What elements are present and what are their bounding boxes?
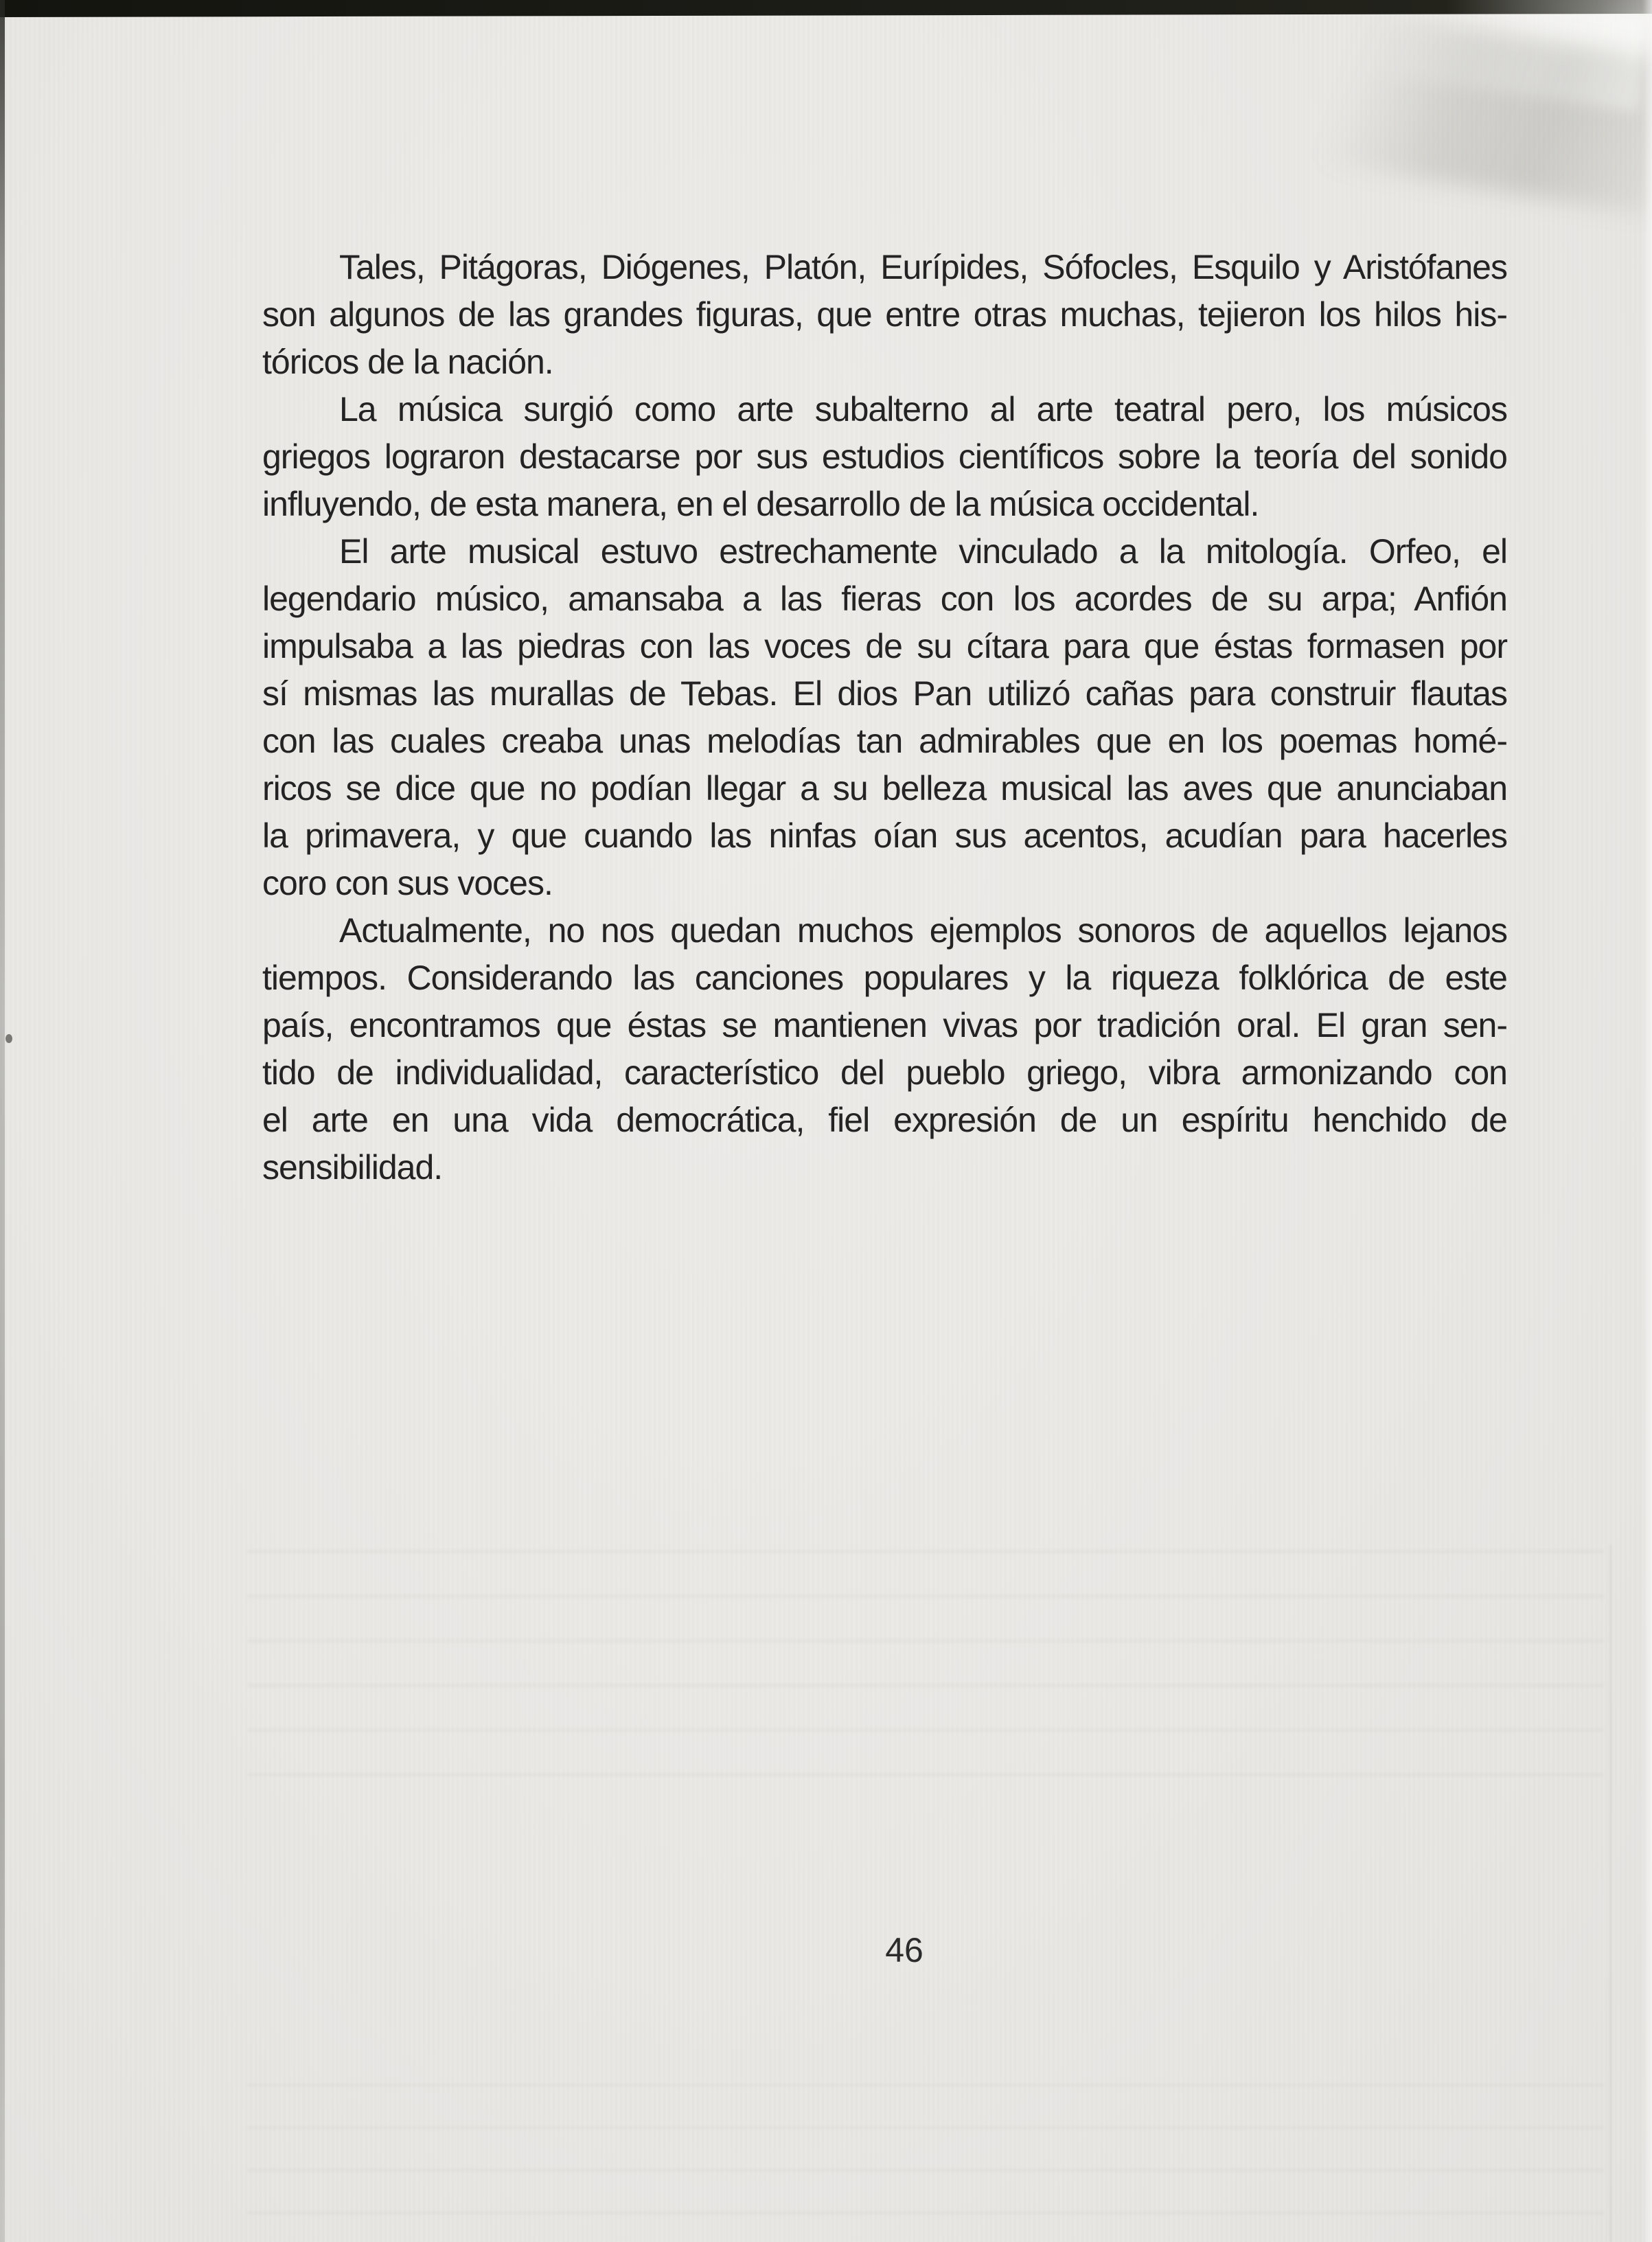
text-line: influyendo, de esta manera, en el desarrollo de la música occidental. <box>262 485 1259 523</box>
scan-speck <box>5 1034 12 1043</box>
text-line: con las cuales creaba unas melodías tan admirables que en los poemas homé- <box>262 722 1507 760</box>
bleedthrough-vline <box>1609 1545 1611 2242</box>
text-line: coro con sus voces. <box>262 864 553 902</box>
text-line: sensibilidad. <box>262 1148 443 1187</box>
body-text <box>262 244 1507 1191</box>
text-line: ricos se dice que no podían llegar a su belleza musical las aves que anunciaban <box>262 769 1507 808</box>
paragraph <box>262 244 1507 386</box>
text-line: la primavera, y que cuando las ninfas oían sus acentos, acudían para hacerles <box>262 816 1507 855</box>
text-line: sí mismas las murallas de Tebas. El dios Pan utilizó cañas para construir flautas <box>262 674 1507 713</box>
page-number: 46 <box>885 1931 923 1969</box>
paragraph <box>262 386 1507 528</box>
text-line: Tales, Pitágoras, Diógenes, Platón, Eurípides, Sófocles, Esquilo y Aristófanes <box>339 248 1507 286</box>
text-line: son algunos de las grandes figuras, que entre otras muchas, tejieron los hilos his- <box>262 295 1507 334</box>
text-line: Actualmente, no nos quedan muchos ejemplos sonoros de aquellos lejanos <box>339 911 1507 950</box>
text-line: país, encontramos que éstas se mantienen vivas por tradición oral. El gran sen- <box>262 1006 1507 1044</box>
paragraph <box>262 528 1507 907</box>
text-line: tiempos. Considerando las canciones populares y la riqueza folklórica de este <box>262 959 1507 997</box>
paragraph <box>262 907 1507 1191</box>
bleedthrough-lower <box>247 2084 1604 2242</box>
text-line: griegos lograron destacarse por sus estudios científicos sobre la teoría del sonido <box>262 437 1507 476</box>
text-line: legendario músico, amansaba a las fieras con los acordes de su arpa; Anfión <box>262 580 1507 618</box>
text-line: El arte musical estuvo estrechamente vinculado a la mitología. Orfeo, el <box>339 532 1507 571</box>
scan-edge-left <box>0 0 5 2242</box>
text-line: tido de individualidad, característico del pueblo griego, vibra armonizando con <box>262 1053 1507 1092</box>
text-line: tóricos de la nación. <box>262 343 553 381</box>
text-line: La música surgió como arte subalterno al arte teatral pero, los músicos <box>339 390 1507 428</box>
text-line: el arte en una vida democrática, fiel expresión de un espíritu henchido de <box>262 1101 1507 1139</box>
paper-edge-right <box>1642 0 1652 2242</box>
text-line: impulsaba a las piedras con las voces de su cítara para que éstas formasen por <box>262 627 1507 665</box>
bleedthrough-upper <box>247 1551 1604 1811</box>
